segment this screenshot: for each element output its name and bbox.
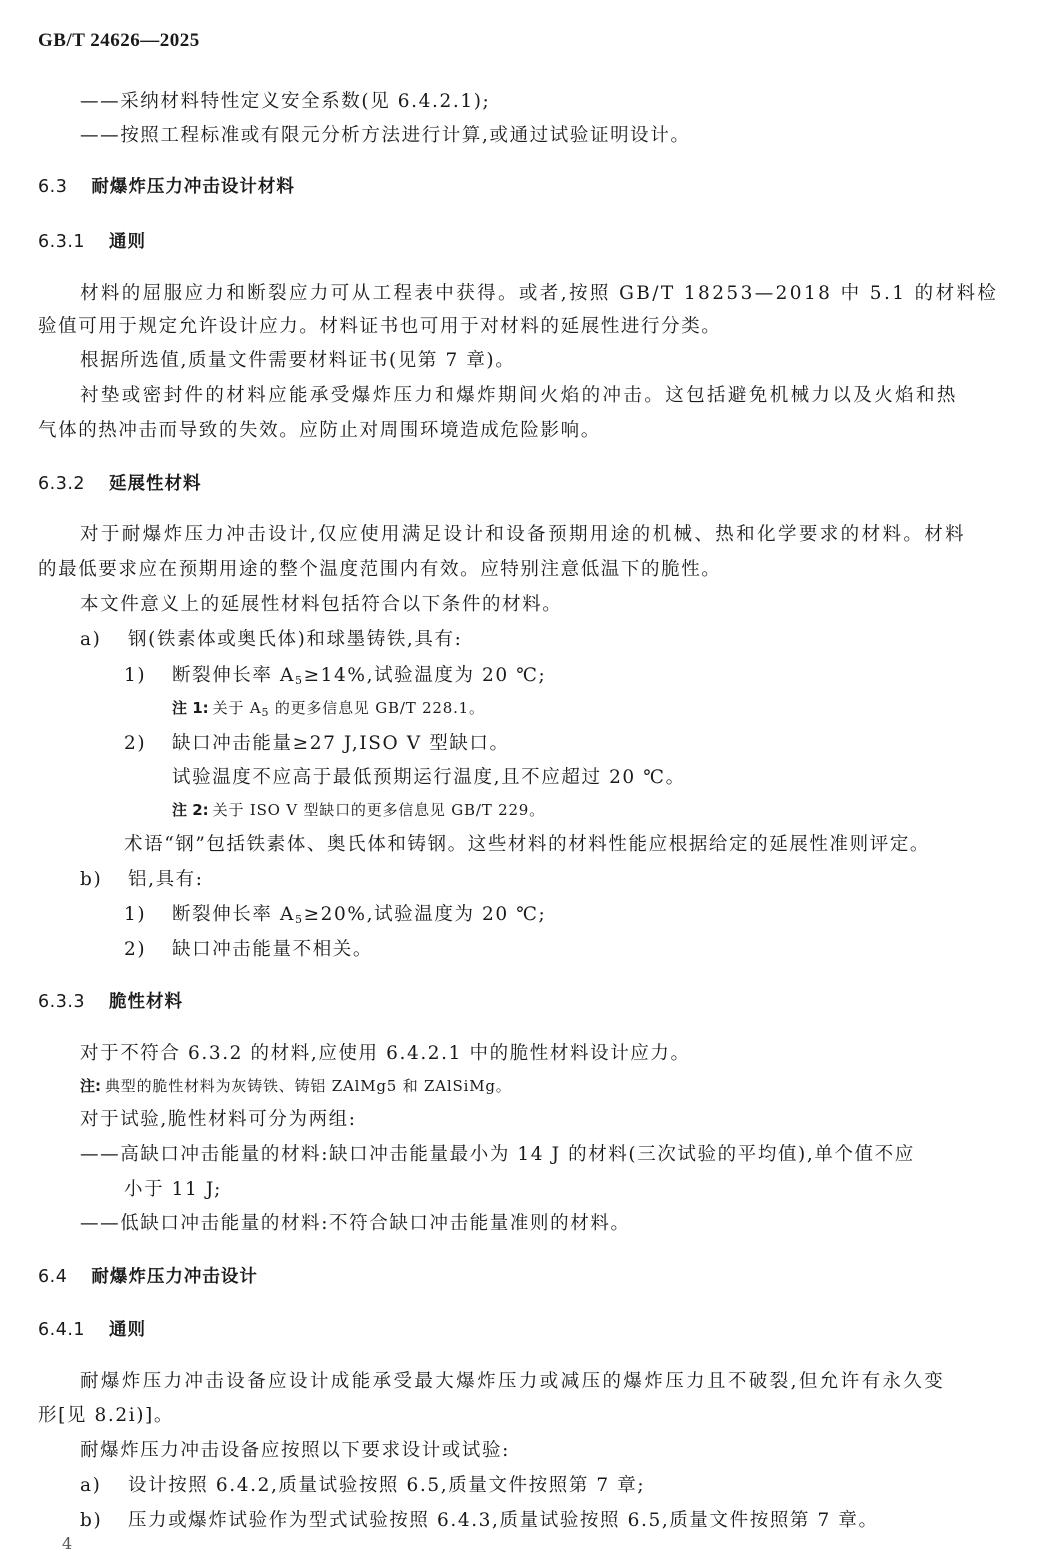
dash-item-continued: 小于 11 J; bbox=[124, 1179, 223, 1200]
list-marker: 1) bbox=[124, 904, 147, 925]
paragraph-line: 耐爆炸压力冲击设备应设计成能承受最大爆炸压力或减压的爆炸压力且不破裂,但允许有永久变 bbox=[80, 1371, 946, 1392]
list-item bbox=[80, 1509, 879, 1533]
section-heading bbox=[38, 472, 202, 496]
note-text: 的更多信息见 GB/T 228.1。 bbox=[269, 699, 485, 717]
list-marker: 2) bbox=[124, 939, 147, 960]
subscript: 5 bbox=[294, 674, 304, 687]
list-marker: a) bbox=[80, 629, 102, 650]
section-title: 耐爆炸压力冲击设计 bbox=[91, 1267, 258, 1287]
note-label: 注 2: bbox=[172, 801, 209, 819]
list-item bbox=[80, 868, 204, 892]
paragraph-line: 根据所选值,质量文件需要材料证书(见第 7 章)。 bbox=[80, 350, 516, 371]
page-number: 4 bbox=[62, 1534, 73, 1553]
section-heading bbox=[38, 990, 183, 1014]
list-marker: b) bbox=[80, 1510, 103, 1531]
list-marker: 2) bbox=[124, 733, 147, 754]
paragraph-line: 衬垫或密封件的材料应能承受爆炸压力和爆炸期间火焰的冲击。这包括避免机械力以及火焰和热 bbox=[80, 385, 958, 406]
note-text: 典型的脆性材料为灰铸铁、铸铝 ZAlMg5 和 ZAlSiMg。 bbox=[105, 1077, 512, 1095]
list-item bbox=[80, 1474, 645, 1498]
dash-item: ——按照工程标准或有限元分析方法进行计算,或通过试验证明设计。 bbox=[80, 125, 691, 146]
paragraph-line: 对于试验,脆性材料可分为两组: bbox=[80, 1109, 357, 1130]
paragraph-line: 形[见 8.2i)]。 bbox=[38, 1405, 174, 1426]
paragraph-line: 对于耐爆炸压力冲击设计,仅应使用满足设计和设备预期用途的机械、热和化学要求的材料。材料 bbox=[80, 524, 967, 545]
section-title: 通则 bbox=[109, 232, 147, 252]
list-text: 压力或爆炸试验作为型式试验按照 6.4.3,质量试验按照 6.5,质量文件按照第 7 章。 bbox=[128, 1510, 879, 1531]
paragraph-line: 材料的屈服应力和断裂应力可从工程表中获得。或者,按照 GB/T 18253—2018 中 5.1 的材料检 bbox=[80, 283, 999, 304]
subscript: 5 bbox=[294, 913, 304, 926]
section-number: 6.4.1 bbox=[38, 1320, 86, 1340]
list-text: ≥14%,试验温度为 20 ℃; bbox=[303, 665, 547, 686]
list-text: 缺口冲击能量不相关。 bbox=[172, 939, 374, 960]
list-text: 设计按照 6.4.2,质量试验按照 6.5,质量文件按照第 7 章; bbox=[128, 1475, 646, 1496]
list-item bbox=[80, 628, 462, 652]
list-item bbox=[124, 938, 373, 962]
list-text: 钢(铁素体或奥氏体)和球墨铸铁,具有: bbox=[128, 629, 463, 650]
list-marker: b) bbox=[80, 869, 103, 890]
dash-item: ——采纳材料特性定义安全系数(见 6.4.2.1); bbox=[80, 91, 491, 112]
note bbox=[80, 1076, 512, 1096]
list-text: 缺口冲击能量≥27 J,ISO V 型缺口。 bbox=[172, 733, 510, 754]
list-item bbox=[124, 903, 546, 932]
paragraph-line: 术语“钢”包括铁素体、奥氏体和铸钢。这些材料的材料性能应根据给定的延展性准则评定。 bbox=[124, 834, 931, 855]
list-item bbox=[124, 732, 510, 756]
list-text: 断裂伸长率 A bbox=[172, 904, 295, 925]
note-text: 关于 A bbox=[212, 699, 262, 717]
section-heading bbox=[38, 175, 295, 199]
paragraph-line: 耐爆炸压力冲击设备应按照以下要求设计或试验: bbox=[80, 1440, 510, 1461]
list-item bbox=[124, 664, 546, 693]
section-number: 6.3.3 bbox=[38, 992, 86, 1012]
paragraph-line: 验值可用于规定允许设计应力。材料证书也可用于对材料的延展性进行分类。 bbox=[38, 316, 722, 337]
note-label: 注 1: bbox=[172, 699, 209, 717]
paragraph-line: 的最低要求应在预期用途的整个温度范围内有效。应特别注意低温下的脆性。 bbox=[38, 559, 722, 580]
note-text: 关于 ISO V 型缺口的更多信息见 GB/T 229。 bbox=[212, 801, 545, 819]
section-number: 6.3.2 bbox=[38, 474, 86, 494]
section-heading bbox=[38, 230, 146, 254]
note bbox=[172, 698, 485, 723]
list-text: 铝,具有: bbox=[128, 869, 204, 890]
note-label: 注: bbox=[80, 1077, 101, 1095]
section-title: 延展性材料 bbox=[109, 474, 202, 494]
section-title: 通则 bbox=[109, 1320, 147, 1340]
list-marker: a) bbox=[80, 1475, 102, 1496]
section-title: 耐爆炸压力冲击设计材料 bbox=[91, 177, 295, 197]
section-number: 6.4 bbox=[38, 1267, 68, 1287]
paragraph-line: 本文件意义上的延展性材料包括符合以下条件的材料。 bbox=[80, 594, 563, 615]
section-title: 脆性材料 bbox=[109, 992, 184, 1012]
note bbox=[172, 800, 545, 820]
dash-item: ——高缺口冲击能量的材料:缺口冲击能量最小为 14 J 的材料(三次试验的平均值),单个值不应 bbox=[80, 1144, 915, 1165]
list-text: ≥20%,试验温度为 20 ℃; bbox=[303, 904, 547, 925]
paragraph-line: 气体的热冲击而导致的失效。应防止对周围环境造成危险影响。 bbox=[38, 420, 601, 441]
section-heading bbox=[38, 1265, 258, 1289]
section-heading bbox=[38, 1318, 146, 1342]
paragraph-line: 对于不符合 6.3.2 的材料,应使用 6.4.2.1 中的脆性材料设计应力。 bbox=[80, 1043, 691, 1064]
section-number: 6.3 bbox=[38, 177, 68, 197]
list-marker: 1) bbox=[124, 665, 147, 686]
dash-item: ——低缺口冲击能量的材料:不符合缺口冲击能量准则的材料。 bbox=[80, 1213, 631, 1234]
paragraph-line: 试验温度不应高于最低预期运行温度,且不应超过 20 ℃。 bbox=[172, 767, 686, 788]
section-number: 6.3.1 bbox=[38, 232, 86, 252]
subscript: 5 bbox=[261, 706, 270, 719]
standard-number: GB/T 24626—2025 bbox=[38, 30, 200, 51]
list-text: 断裂伸长率 A bbox=[172, 665, 295, 686]
